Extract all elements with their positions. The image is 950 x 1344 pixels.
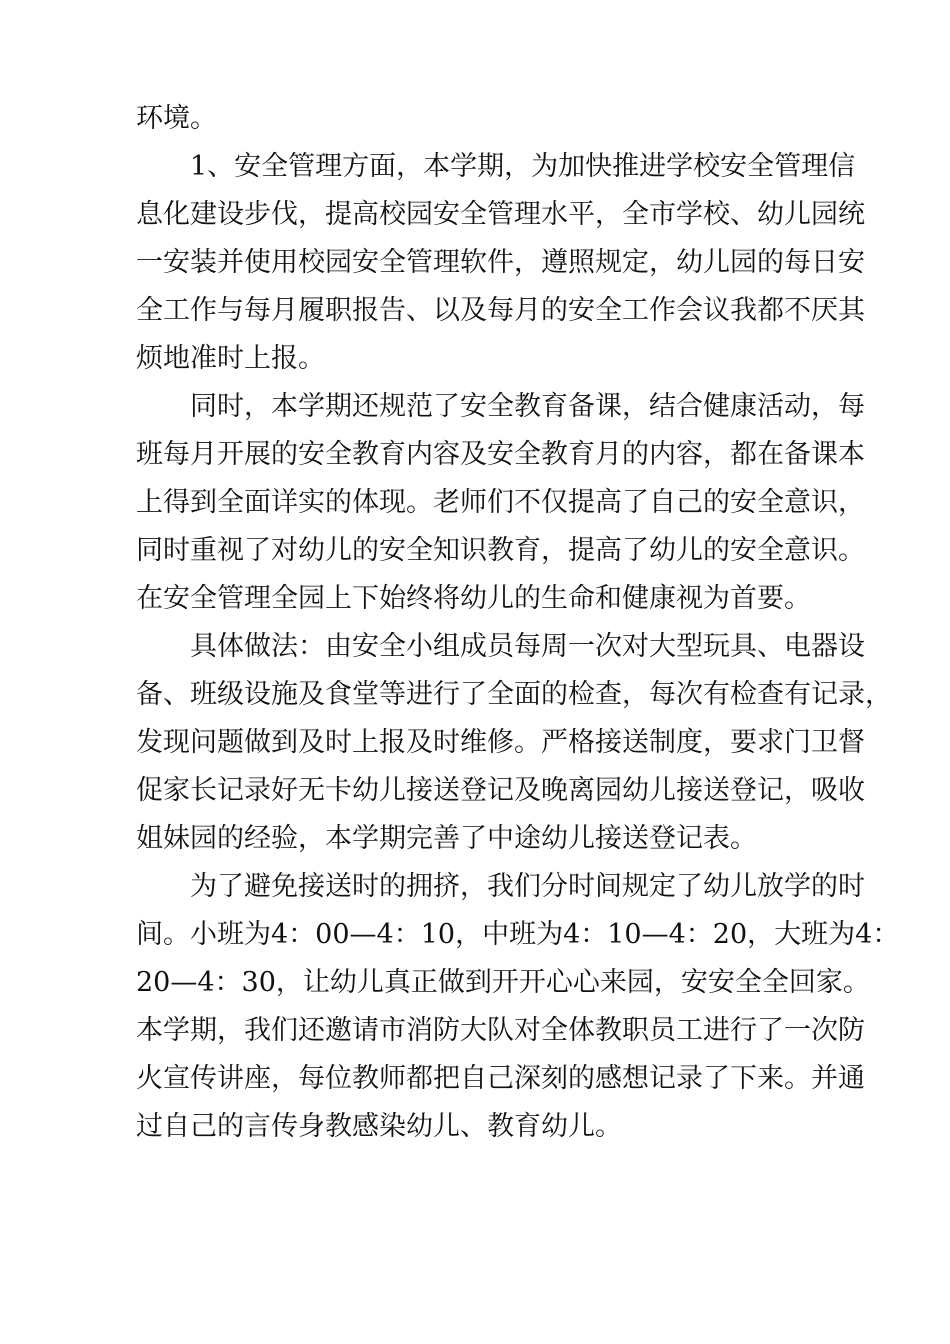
text-line: 本学期，我们还邀请市消防大队对全体教职员工进行了一次防 xyxy=(136,1015,865,1046)
text-line: 息化建设步伐，提高校园安全管理水平，全市学校、幼儿园统 xyxy=(136,199,865,230)
text-line: 发现问题做到及时上报及时维修。严格接送制度，要求门卫督 xyxy=(136,727,865,758)
text-line: 火宣传讲座，每位教师都把自己深刻的感想记录了下来。并通 xyxy=(136,1063,865,1094)
text-line: 姐妹园的经验，本学期完善了中途幼儿接送登记表。 xyxy=(136,823,757,854)
text-line: 备、班级设施及食堂等进行了全面的检查，每次有检查有记录， xyxy=(136,679,892,710)
text-line: 具体做法：由安全小组成员每周一次对大型玩具、电器设 xyxy=(136,631,865,662)
text-line: 上得到全面详实的体现。老师们不仅提高了自己的安全意识， xyxy=(136,487,865,518)
text-line: 环境。 xyxy=(136,103,217,134)
text-line: 间。小班为4：00—4：10，中班为4：10—4：20，大班为4： xyxy=(136,919,900,950)
text-line: 在安全管理全园上下始终将幼儿的生命和健康视为首要。 xyxy=(136,583,811,614)
text-line: 烦地准时上报。 xyxy=(136,343,325,374)
text-line: 为了避免接送时的拥挤，我们分时间规定了幼儿放学的时 xyxy=(136,871,865,902)
text-line: 促家长记录好无卡幼儿接送登记及晚离园幼儿接送登记，吸收 xyxy=(136,775,865,806)
text-line: 同时重视了对幼儿的安全知识教育，提高了幼儿的安全意识。 xyxy=(136,535,865,566)
text-line: 1、安全管理方面，本学期，为加快推进学校安全管理信 xyxy=(136,151,856,182)
text-line: 20—4：30，让幼儿真正做到开开心心来园，安安全全回家。 xyxy=(136,967,870,998)
text-line: 班每月开展的安全教育内容及安全教育月的内容，都在备课本 xyxy=(136,439,865,470)
text-line: 同时，本学期还规范了安全教育备课，结合健康活动，每 xyxy=(136,391,865,422)
text-line: 一安装并使用校园安全管理软件，遵照规定，幼儿园的每日安 xyxy=(136,247,865,278)
text-line: 过自己的言传身教感染幼儿、教育幼儿。 xyxy=(136,1111,622,1142)
text-line: 全工作与每月履职报告、以及每月的安全工作会议我都不厌其 xyxy=(136,295,865,326)
